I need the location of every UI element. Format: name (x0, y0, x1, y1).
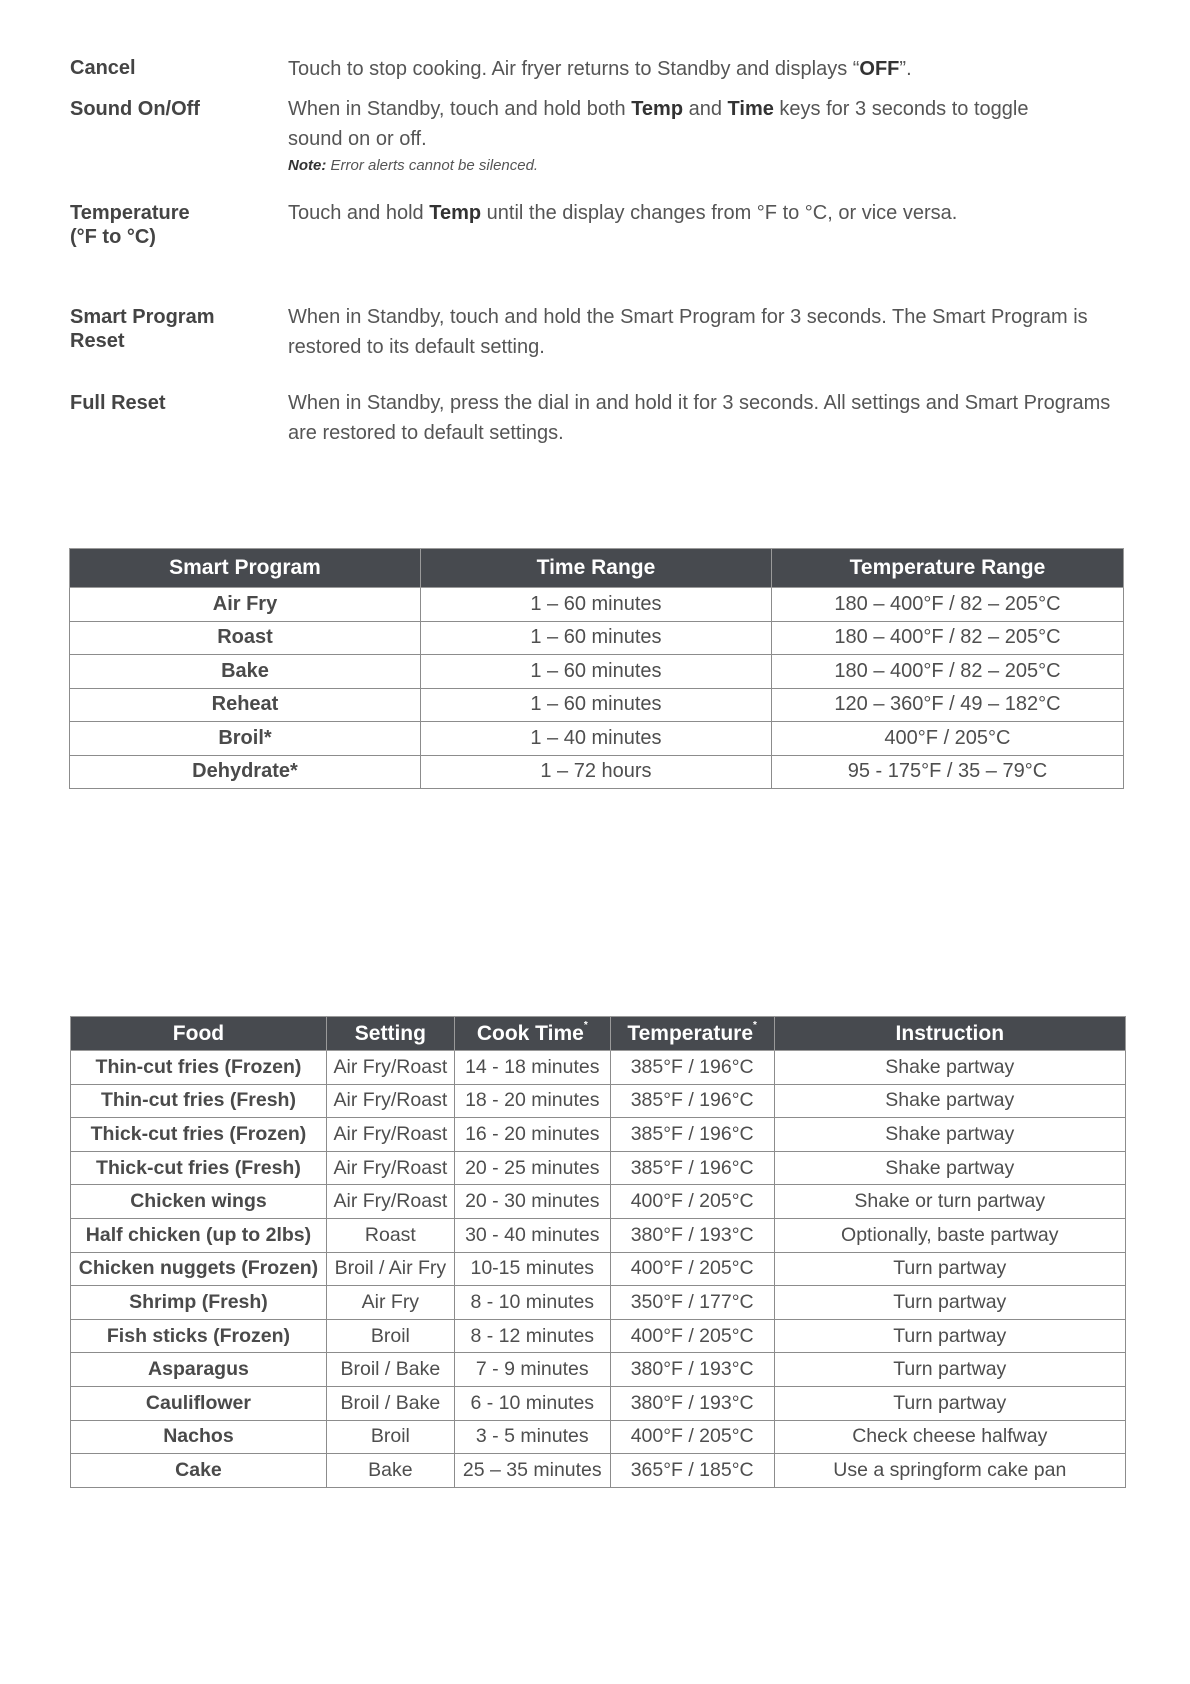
note-label: Note: (288, 157, 327, 174)
desc-key: OFF (859, 58, 900, 80)
table-cell: 385°F / 196°C (610, 1118, 774, 1152)
table-cell: 365°F / 185°C (610, 1454, 774, 1488)
table-cell: Shake partway (774, 1118, 1125, 1152)
table-row (71, 1353, 1126, 1387)
definition-term: Temperature (°F to °C) (70, 202, 190, 248)
column-header (774, 1017, 1125, 1051)
table-cell: 350°F / 177°C (610, 1286, 774, 1320)
desc-text: ”. (899, 58, 912, 80)
table-cell: 385°F / 196°C (610, 1151, 774, 1185)
table-row (70, 755, 1124, 789)
table-cell: 385°F / 196°C (610, 1084, 774, 1118)
footnote-mark: * (753, 1019, 757, 1031)
table-cell: 3 - 5 minutes (454, 1420, 610, 1454)
desc-text: Touch and hold (288, 202, 430, 224)
table-row (71, 1286, 1126, 1320)
table-cell: 8 - 10 minutes (454, 1286, 610, 1320)
table-row (71, 1454, 1126, 1488)
table-row (71, 1420, 1126, 1454)
table-cell: 380°F / 193°C (610, 1386, 774, 1420)
table-row (71, 1051, 1126, 1085)
definition-term: Sound On/Off (70, 98, 200, 120)
table-cell: Roast (70, 621, 421, 655)
table-row (71, 1319, 1126, 1353)
table-cell: Chicken wings (71, 1185, 327, 1219)
table-cell: Air Fry/Roast (326, 1051, 454, 1085)
table-cell: Chicken nuggets (Frozen) (71, 1252, 327, 1286)
table-cell: 10-15 minutes (454, 1252, 610, 1286)
table-cell: Air Fry/Roast (326, 1118, 454, 1152)
desc-text: Touch to stop cooking. Air fryer returns to Standby and displays “ (288, 58, 860, 80)
table-cell: Turn partway (774, 1353, 1125, 1387)
definition-term: Cancel (70, 57, 136, 79)
desc-key: Time (727, 98, 774, 120)
table-cell: Air Fry (326, 1286, 454, 1320)
table-cell: Thick-cut fries (Fresh) (71, 1151, 327, 1185)
header-label: Instruction (895, 1021, 1005, 1045)
table-cell: 400°F / 205°C (610, 1252, 774, 1286)
table-cell: Air Fry (70, 588, 421, 622)
table-cell: Shake partway (774, 1151, 1125, 1185)
column-header: Smart Program (70, 549, 421, 588)
table-row (70, 621, 1124, 655)
table-cell: Use a springform cake pan (774, 1454, 1125, 1488)
table-row (71, 1185, 1126, 1219)
table-cell: 1 – 40 minutes (420, 722, 771, 756)
table-cell: Broil / Air Fry (326, 1252, 454, 1286)
table-cell: 180 – 400°F / 82 – 205°C (771, 588, 1123, 622)
footnote-mark: * (583, 1019, 588, 1031)
desc-text: When in Standby, press the dial in and hold it for 3 seconds. All settings and Smart Programs are restored to default settings. (288, 392, 1111, 444)
table-cell: 180 – 400°F / 82 – 205°C (771, 621, 1123, 655)
table-cell: Half chicken (up to 2lbs) (71, 1218, 327, 1252)
table-cell: Broil / Bake (326, 1386, 454, 1420)
table-cell: Shake partway (774, 1084, 1125, 1118)
header-label: Food (172, 1021, 225, 1045)
definition-term: Smart Program Reset (70, 306, 215, 352)
column-header: Time Range (420, 549, 771, 588)
table-cell: Broil / Bake (326, 1353, 454, 1387)
column-header (71, 1017, 327, 1051)
definition-description (288, 54, 1138, 84)
table-cell: 385°F / 196°C (610, 1051, 774, 1085)
table-cell: 25 – 35 minutes (454, 1454, 610, 1488)
table-cell: Dehydrate* (70, 755, 421, 789)
definition-description (288, 198, 1138, 228)
desc-key: Temp (631, 98, 684, 120)
smart-program-table (69, 548, 1124, 789)
table-row (71, 1118, 1126, 1152)
definition-description (288, 388, 1138, 448)
table-header-row (71, 1017, 1126, 1051)
desc-text: and (683, 98, 728, 120)
table-cell: 180 – 400°F / 82 – 205°C (771, 655, 1123, 689)
table-row (71, 1218, 1126, 1252)
table-cell: Broil (326, 1319, 454, 1353)
note (288, 156, 1048, 176)
definition-description (288, 94, 1048, 176)
column-header: Temperature Range (771, 549, 1123, 588)
table-cell: Shrimp (Fresh) (71, 1286, 327, 1320)
table-cell: 380°F / 193°C (610, 1353, 774, 1387)
table-cell: 1 – 60 minutes (420, 588, 771, 622)
table-cell: Turn partway (774, 1286, 1125, 1320)
table-cell: 20 - 25 minutes (454, 1151, 610, 1185)
table-row (70, 722, 1124, 756)
desc-key: Temp (429, 202, 482, 224)
table-cell: Asparagus (71, 1353, 327, 1387)
header-label: Cook Time (476, 1021, 584, 1045)
table-cell: Shake partway (774, 1051, 1125, 1085)
table-cell: 16 - 20 minutes (454, 1118, 610, 1152)
table-cell: Air Fry/Roast (326, 1084, 454, 1118)
table-cell: 14 - 18 minutes (454, 1051, 610, 1085)
table-cell: 18 - 20 minutes (454, 1084, 610, 1118)
table-cell: Optionally, baste partway (774, 1218, 1125, 1252)
table-cell: 400°F / 205°C (610, 1185, 774, 1219)
column-header (454, 1017, 610, 1051)
table-cell: Turn partway (774, 1252, 1125, 1286)
desc-text: When in Standby, touch and hold both (288, 98, 632, 120)
table-row (71, 1084, 1126, 1118)
desc-text: When in Standby, touch and hold the Smart Program for 3 seconds. The Smart Program is restored to its default setting. (288, 306, 1088, 358)
table-cell: Reheat (70, 688, 421, 722)
table-header-row (70, 549, 1124, 588)
table-cell: Bake (70, 655, 421, 689)
table-cell: 380°F / 193°C (610, 1218, 774, 1252)
desc-text: until the display changes from °F to °C, or vice versa. (481, 202, 958, 224)
table-cell: Thin-cut fries (Frozen) (71, 1051, 327, 1085)
table-cell: 1 – 60 minutes (420, 621, 771, 655)
table-row (71, 1386, 1126, 1420)
column-header (610, 1017, 774, 1051)
table-row (71, 1151, 1126, 1185)
table-cell: 7 - 9 minutes (454, 1353, 610, 1387)
table-cell: Broil (326, 1420, 454, 1454)
table-cell: Roast (326, 1218, 454, 1252)
table-cell: 30 - 40 minutes (454, 1218, 610, 1252)
table-cell: Turn partway (774, 1386, 1125, 1420)
table-cell: 95 - 175°F / 35 – 79°C (771, 755, 1123, 789)
table-cell: 20 - 30 minutes (454, 1185, 610, 1219)
table-cell: Check cheese halfway (774, 1420, 1125, 1454)
header-label: Temperature (627, 1021, 754, 1045)
table-row (70, 688, 1124, 722)
table-cell: Shake or turn partway (774, 1185, 1125, 1219)
table-cell: 1 – 60 minutes (420, 655, 771, 689)
table-cell: 400°F / 205°C (610, 1319, 774, 1353)
table-cell: Thin-cut fries (Fresh) (71, 1084, 327, 1118)
note-text: Error alerts cannot be silenced. (326, 157, 539, 174)
table-cell: Broil* (70, 722, 421, 756)
table-cell: Fish sticks (Frozen) (71, 1319, 327, 1353)
table-cell: Air Fry/Roast (326, 1185, 454, 1219)
definition-description (288, 302, 1088, 362)
table-row (70, 655, 1124, 689)
table-row (71, 1252, 1126, 1286)
table-cell: 6 - 10 minutes (454, 1386, 610, 1420)
table-cell: Turn partway (774, 1319, 1125, 1353)
desc-text: keys for 3 seconds to toggle sound on or off. (288, 98, 1029, 150)
table-cell: 400°F / 205°C (771, 722, 1123, 756)
table-cell: Cauliflower (71, 1386, 327, 1420)
table-cell: 8 - 12 minutes (454, 1319, 610, 1353)
table-cell: 120 – 360°F / 49 – 182°C (771, 688, 1123, 722)
header-label: Setting (354, 1021, 426, 1045)
table-cell: 1 – 60 minutes (420, 688, 771, 722)
table-cell: 400°F / 205°C (610, 1420, 774, 1454)
table-cell: Bake (326, 1454, 454, 1488)
table-cell: Cake (71, 1454, 327, 1488)
cooking-guide-table (70, 1016, 1126, 1488)
table-row (70, 588, 1124, 622)
table-cell: Nachos (71, 1420, 327, 1454)
column-header (326, 1017, 454, 1051)
table-cell: Air Fry/Roast (326, 1151, 454, 1185)
definition-term: Full Reset (70, 392, 166, 414)
table-cell: Thick-cut fries (Frozen) (71, 1118, 327, 1152)
table-cell: 1 – 72 hours (420, 755, 771, 789)
